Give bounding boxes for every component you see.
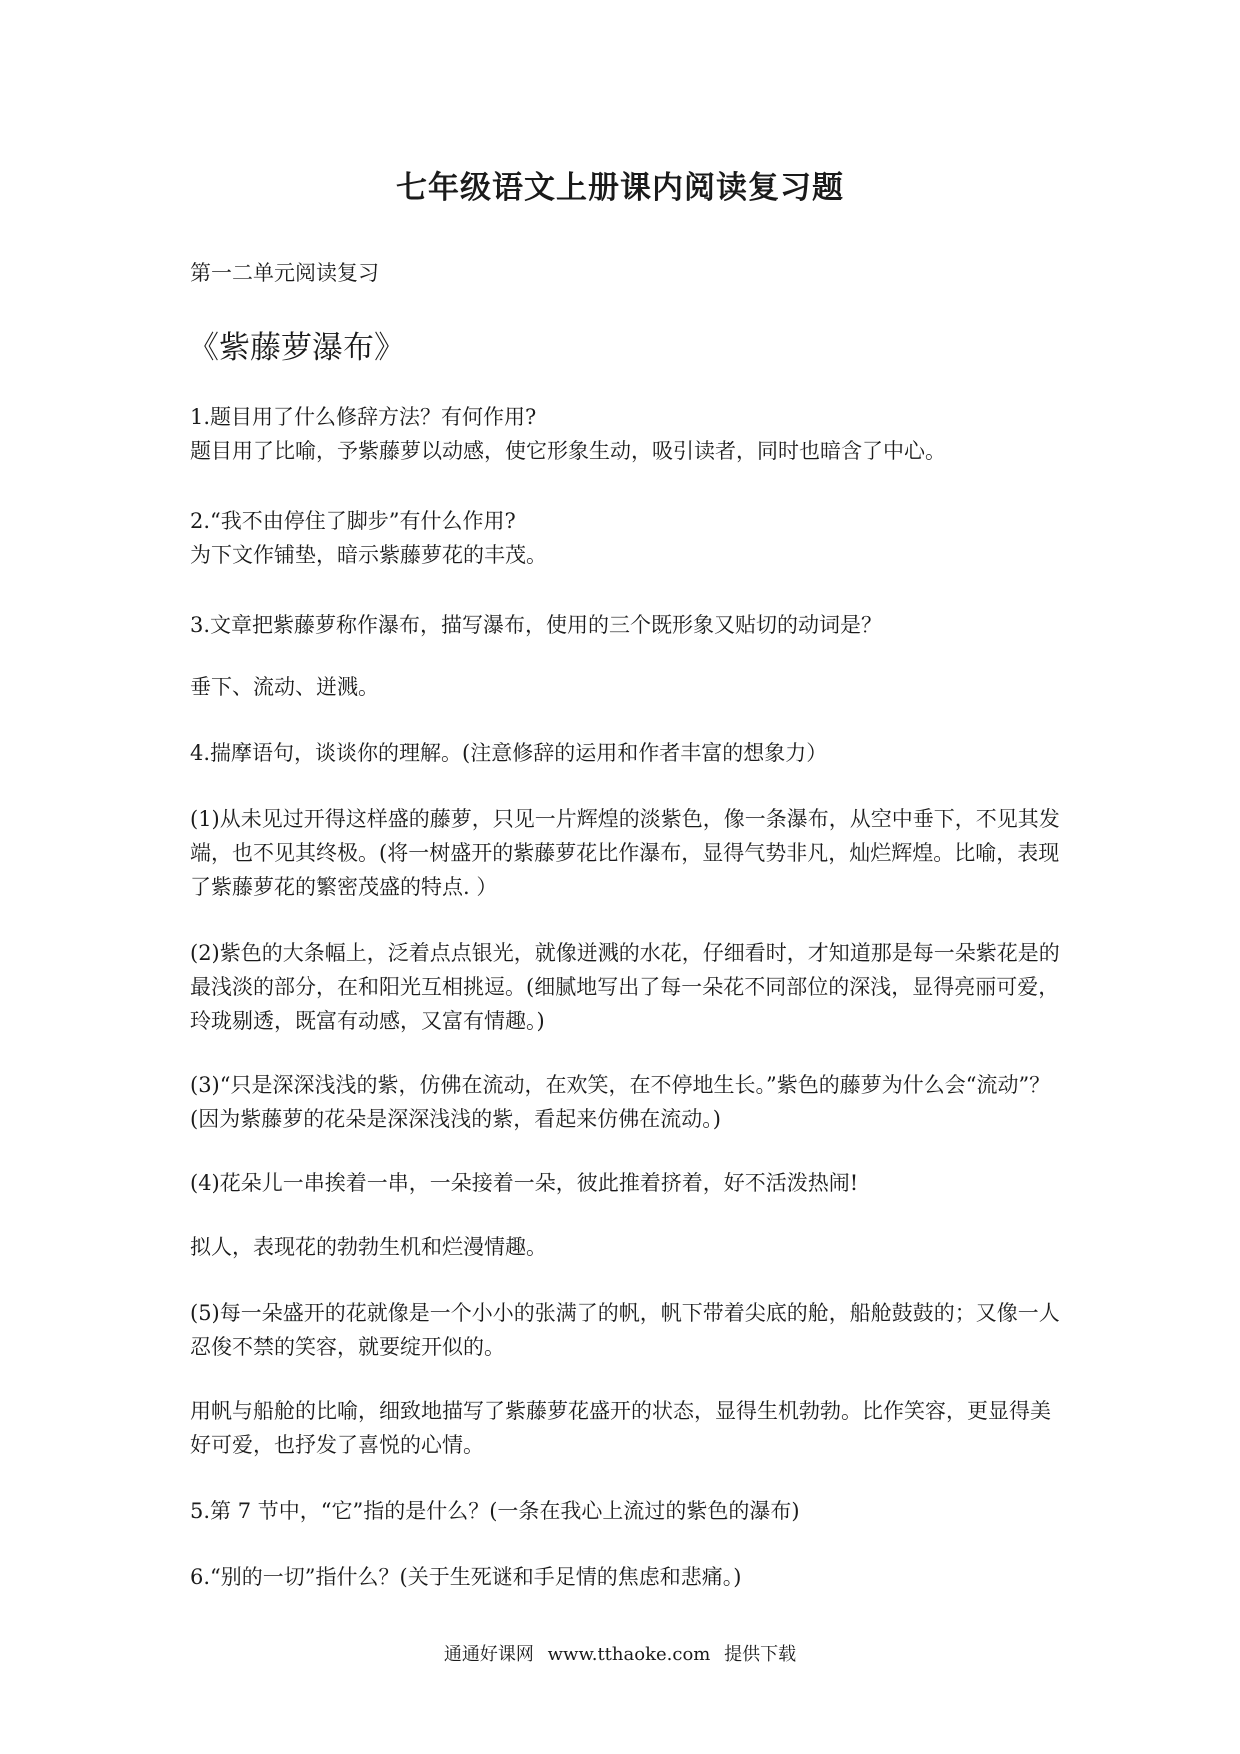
sentence-5-answer: 用帆与船舱的比喻，细致地描写了紫藤萝花盛开的状态，显得生机勃勃。比作笑容，更显得美好可爱，也抒发了喜悦的心情。	[190, 1399, 1051, 1457]
sentence-4-answer: 拟人，表现花的勃勃生机和烂漫情趣。	[190, 1235, 547, 1259]
sentence-5-block: (5)每一朵盛开的花就像是一个小小的张满了的帆，帆下带着尖底的舱，船舱鼓鼓的；又像一人忍俊不禁的笑容，就要绽开似的。	[190, 1301, 1060, 1359]
sentence-2-block: (2)紫色的大条幅上，泛着点点银光，就像迸溅的水花，仔细看时，才知道那是每一朵紫花是的最浅淡的部分，在和阳光互相挑逗。(细腻地写出了每一朵花不同部位的深浅，显得亮丽可爱，玲珑剔透，既富有动感，又富有情趣。)	[190, 941, 1060, 1033]
sentence-4-text: (4)花朵儿一串挨着一串，一朵接着一朵，彼此推着挤着，好不活泼热闹!	[190, 1171, 859, 1195]
footer-url-link[interactable]: www.tthaoke.com	[547, 1644, 711, 1665]
sentence-3-block: (3)“只是深深浅浅的紫，仿佛在流动，在欢笑，在不停地生长。”紫色的藤萝为什么会“流动”？(因为紫藤萝的花朵是深深浅浅的紫，看起来仿佛在流动。)	[190, 1073, 1051, 1131]
question-2-block: 2.“我不由停住了脚步”有什么作用? 为下文作铺垫，暗示紫藤萝花的丰茂。	[190, 509, 547, 567]
document-title: 七年级语文上册课内阅读复习题	[396, 170, 844, 206]
question-3-text: 3.文章把紫藤萝称作瀑布，描写瀑布，使用的三个既形象又贴切的动词是？	[190, 613, 883, 637]
answer-3-text: 垂下、流动、迸溅。	[190, 675, 379, 699]
footer-site-name: 通通好课网	[443, 1644, 534, 1665]
question-4-text: 4.揣摩语句，谈谈你的理解。(注意修辞的运用和作者丰富的想象力）	[190, 741, 828, 765]
unit-heading: 第一二单元阅读复习	[190, 261, 379, 285]
footer-suffix: 提供下载	[724, 1644, 797, 1665]
question-6-text: 6.“别的一切”指什么？(关于生死谜和手足情的焦虑和悲痛。)	[190, 1565, 742, 1589]
lesson-title: 《紫藤萝瀑布》	[188, 330, 405, 366]
page-footer	[0, 1640, 1240, 1666]
sentence-1-block: (1)从未见过开得这样盛的藤萝，只见一片辉煌的淡紫色，像一条瀑布，从空中垂下，不见其发端，也不见其终极。(将一树盛开的紫藤萝花比作瀑布，显得气势非凡，灿烂辉煌。比喻，表现了紫藤萝花的繁密茂盛的特点. ）	[190, 807, 1060, 899]
question-5-text: 5.第 7 节中，“它”指的是什么？(一条在我心上流过的紫色的瀑布)	[190, 1499, 800, 1523]
question-1-block: 1.题目用了什么修辞方法？有何作用? 题目用了比喻，予紫藤萝以动感，使它形象生动，吸引读者，同时也暗含了中心。	[190, 405, 946, 463]
